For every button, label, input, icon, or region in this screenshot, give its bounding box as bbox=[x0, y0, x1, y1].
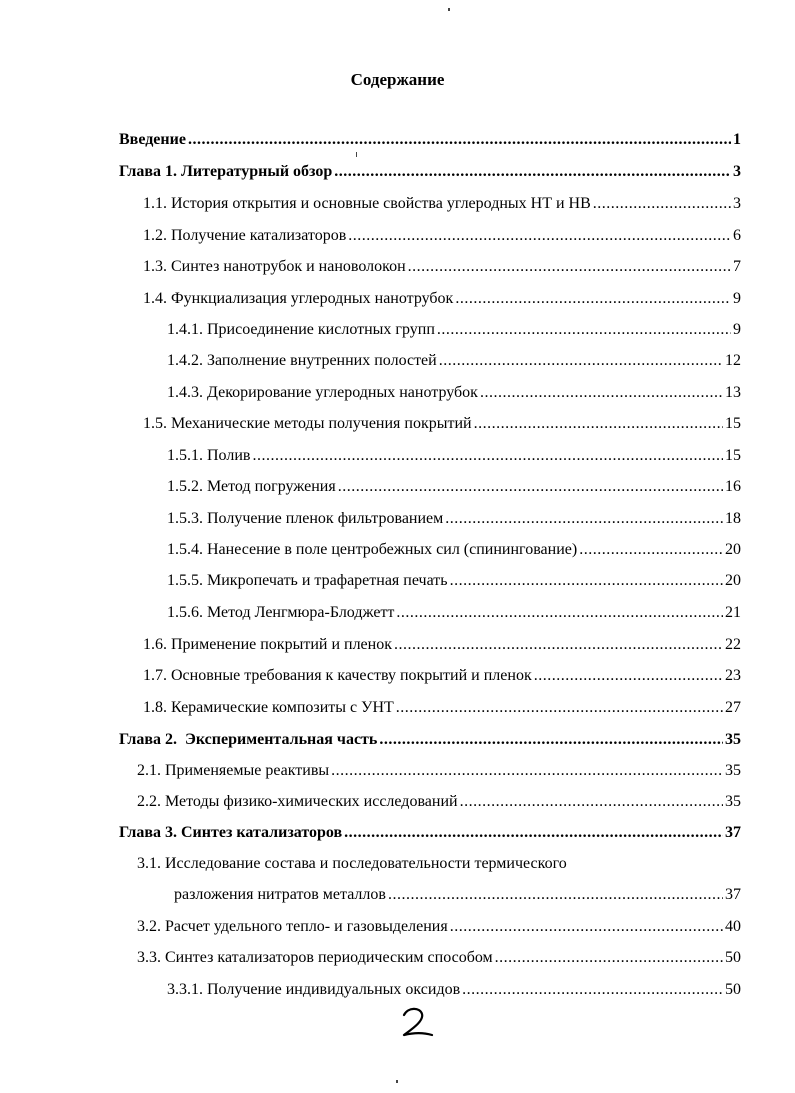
dot-leader bbox=[462, 980, 723, 1000]
dot-leader bbox=[334, 162, 731, 182]
toc-entry-page: 22 bbox=[725, 636, 741, 653]
toc-entry-label: 1.4. Функциализация углеродных нанотрубок bbox=[143, 290, 454, 307]
toc-entry-page: 37 bbox=[725, 886, 741, 903]
toc-entry-page: 1 bbox=[733, 131, 741, 148]
toc-entry bbox=[143, 257, 741, 277]
dot-leader bbox=[579, 540, 723, 560]
toc-entry-page: 13 bbox=[725, 384, 741, 401]
dot-leader bbox=[460, 792, 723, 812]
toc-entry-page: 15 bbox=[725, 415, 741, 432]
toc-entry bbox=[143, 635, 741, 655]
toc-entry-label: Глава 3. Синтез катализаторов bbox=[119, 824, 343, 841]
scan-speck bbox=[396, 1080, 398, 1083]
toc-entry bbox=[143, 698, 741, 718]
toc-entry bbox=[137, 761, 741, 781]
toc-entry-page: 7 bbox=[733, 258, 741, 275]
dot-leader bbox=[344, 823, 723, 843]
toc-entry bbox=[119, 823, 741, 843]
toc-entry-label: 1.4.1. Присоединение кислотных групп bbox=[167, 321, 435, 338]
toc-entry-page: 6 bbox=[733, 227, 741, 244]
toc-entry-label: Введение bbox=[119, 131, 186, 148]
toc-entry-label: 1.5.1. Полив bbox=[167, 447, 251, 464]
toc-entry-page: 12 bbox=[725, 352, 741, 369]
dot-leader bbox=[480, 383, 723, 403]
dot-leader bbox=[445, 509, 723, 529]
dot-leader bbox=[379, 730, 723, 750]
toc-entry bbox=[143, 289, 741, 309]
toc-entry-label: 1.5.3. Получение пленок фильтрованием bbox=[167, 510, 444, 527]
toc-entry bbox=[119, 730, 741, 750]
toc-entry-label: 3.3.1. Получение индивидуальных оксидов bbox=[167, 981, 461, 998]
toc-entry-page: 35 bbox=[725, 793, 741, 810]
toc-entry-label: 1.3. Синтез нанотрубок и нановолокон bbox=[143, 258, 406, 275]
dot-leader bbox=[450, 917, 723, 937]
toc-entry bbox=[167, 446, 741, 466]
dot-leader bbox=[338, 477, 723, 497]
toc-entry bbox=[137, 792, 741, 812]
dot-leader bbox=[450, 571, 723, 591]
toc-entry-label: Глава 2. Экспериментальная часть bbox=[119, 731, 378, 748]
toc-entry-label: 1.1. История открытия и основные свойства углеродных НТ и НВ bbox=[143, 195, 591, 212]
toc-entry-label: 1.7. Основные требования к качеству покрытий и пленок bbox=[143, 667, 532, 684]
toc-entry bbox=[119, 130, 741, 150]
toc-entry-label: 1.4.3. Декорирование углеродных нанотрубок bbox=[167, 384, 478, 401]
toc-entry bbox=[167, 540, 741, 560]
page-title: Содержание bbox=[350, 70, 445, 89]
toc-entry-page: 21 bbox=[725, 604, 741, 621]
dot-leader bbox=[455, 289, 731, 309]
dot-leader bbox=[439, 351, 723, 371]
toc-entry-label: 3.3. Синтез катализаторов периодическим способом bbox=[137, 949, 493, 966]
toc-entry-page: 27 bbox=[725, 699, 741, 716]
toc-entry-page: 16 bbox=[725, 478, 741, 495]
toc-entry-page: 35 bbox=[725, 762, 741, 779]
toc-entry-label: 1.8. Керамические композиты с УНТ bbox=[143, 699, 394, 716]
dot-leader bbox=[388, 885, 723, 905]
toc-entry-label: 1.2. Получение катализаторов bbox=[143, 227, 347, 244]
toc-entry-label: 1.5.2. Метод погружения bbox=[167, 478, 336, 495]
toc-entry-page: 9 bbox=[733, 290, 741, 307]
toc-entry bbox=[143, 194, 741, 214]
toc-entry-page: 20 bbox=[725, 572, 741, 589]
toc-entry bbox=[143, 226, 741, 246]
toc-entry bbox=[167, 571, 741, 591]
toc-entry bbox=[167, 477, 741, 497]
toc-entry-label: 3.2. Расчет удельного тепло- и газовыделения bbox=[137, 918, 448, 935]
toc-entry-page: 18 bbox=[725, 510, 741, 527]
handwritten-page-mark bbox=[398, 1005, 438, 1041]
dot-leader bbox=[495, 948, 723, 968]
toc-entry bbox=[167, 509, 741, 529]
toc-entry-page: 50 bbox=[725, 981, 741, 998]
scan-speck bbox=[448, 8, 450, 11]
dot-leader bbox=[408, 257, 731, 277]
scan-speck bbox=[356, 152, 357, 157]
dot-leader bbox=[348, 226, 731, 246]
toc-entry-label: 1.5. Механические методы получения покрытий bbox=[143, 415, 472, 432]
toc-entry-label: 3.1. Исследование состава и последовательности термического bbox=[137, 855, 567, 872]
toc-entry-label: разложения нитратов металлов bbox=[174, 886, 386, 903]
toc-entry-page: 20 bbox=[725, 541, 741, 558]
toc-entry bbox=[119, 162, 741, 182]
toc-entry bbox=[143, 666, 741, 686]
toc-entry-label: 1.5.5. Микропечать и трафаретная печать bbox=[167, 572, 448, 589]
toc-entry-page: 3 bbox=[733, 195, 741, 212]
toc-entry-page: 9 bbox=[733, 321, 741, 338]
toc-entry-page: 50 bbox=[725, 949, 741, 966]
toc-entry-page: 40 bbox=[725, 918, 741, 935]
toc-entry-label: 1.5.6. Метод Ленгмюра-Блоджетт bbox=[167, 604, 395, 621]
toc-entry-label: 1.5.4. Нанесение в поле центробежных сил (спинингование) bbox=[167, 541, 578, 558]
toc-entry bbox=[174, 885, 741, 905]
toc-entry-label: Глава 1. Литературный обзор bbox=[119, 163, 333, 180]
toc-entry bbox=[167, 383, 741, 403]
dot-leader bbox=[437, 320, 731, 340]
toc-entry bbox=[167, 351, 741, 371]
toc-entry-page: 35 bbox=[725, 731, 741, 748]
dot-leader bbox=[593, 194, 731, 214]
toc-entry-label: 2.1. Применяемые реактивы bbox=[137, 762, 330, 779]
toc-entry-page: 3 bbox=[733, 163, 741, 180]
dot-leader bbox=[252, 446, 723, 466]
dot-leader bbox=[396, 603, 723, 623]
toc-entry bbox=[137, 917, 741, 937]
dot-leader bbox=[331, 761, 723, 781]
toc-entry-label: 1.6. Применение покрытий и пленок bbox=[143, 636, 392, 653]
toc-entry-page: 15 bbox=[725, 447, 741, 464]
toc-entry bbox=[167, 603, 741, 623]
toc-entry bbox=[143, 414, 741, 434]
toc-entry-label: 1.4.2. Заполнение внутренних полостей bbox=[167, 352, 437, 369]
dot-leader bbox=[188, 130, 731, 150]
dot-leader bbox=[534, 666, 723, 686]
toc-entry bbox=[167, 980, 741, 1000]
toc-entry-page: 23 bbox=[725, 667, 741, 684]
dot-leader bbox=[474, 414, 723, 434]
toc-entry bbox=[137, 948, 741, 968]
toc-entry-page: 37 bbox=[725, 824, 741, 841]
dot-leader bbox=[394, 635, 723, 655]
dot-leader bbox=[396, 698, 723, 718]
toc-entry-label: 2.2. Методы физико-химических исследований bbox=[137, 793, 458, 810]
toc-entry bbox=[167, 320, 741, 340]
